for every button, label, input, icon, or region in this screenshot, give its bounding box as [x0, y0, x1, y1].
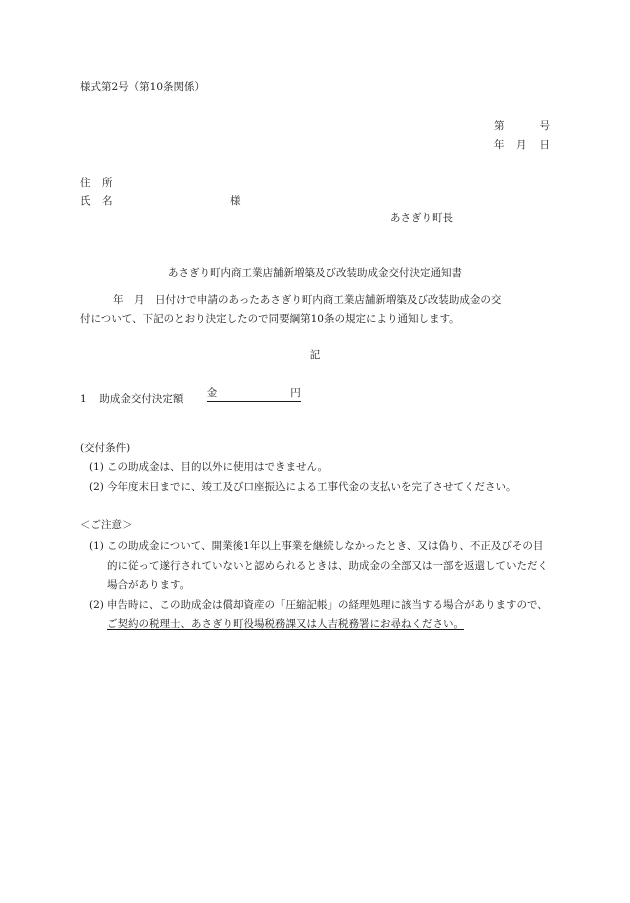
list-item	[80, 596, 552, 635]
list-item	[80, 458, 552, 478]
amount-label: 助成金交付決定額	[99, 393, 184, 405]
body-paragraph	[80, 291, 552, 329]
item-marker: (2)	[89, 598, 104, 611]
list-item	[80, 537, 552, 596]
conditions-heading: (交付条件)	[80, 442, 131, 454]
notes-heading: ＜ご注意＞	[80, 519, 133, 531]
doc-number-prefix: 第	[494, 120, 505, 132]
honorific: 様	[230, 195, 241, 207]
date-day: 日	[539, 139, 550, 151]
item-text: 今年度末日までに、竣工及び口座振込による工事代金の支払いを完了させてください。	[107, 480, 517, 493]
body-line-1: 年 月 日付けで申請のあったあさぎり町内商工業店舗新増築及び改装助成金の交	[113, 294, 502, 306]
item-marker: (1)	[89, 540, 104, 552]
grant-amount-row	[80, 386, 301, 407]
conditions-list	[80, 458, 552, 497]
item-text: この助成金について、開業後1年以上事業を継続しなかったとき、又は偽り、不正及びその目的に従って遂行されていないと認められるときは、助成金の全部又は一部を返還していただく場合があります。	[107, 540, 548, 591]
amount-yen: 円	[290, 387, 301, 399]
ki-heading: 記	[309, 349, 321, 361]
date-month: 月	[516, 139, 527, 151]
notes-list	[80, 537, 552, 635]
amount-item-number: 1	[80, 393, 87, 405]
list-item	[80, 478, 552, 498]
doc-number-suffix: 号	[539, 120, 550, 132]
body-line-2: 付について、下記のとおり決定したので同要綱第10条の規定により通知します。	[80, 313, 460, 325]
date-year: 年	[494, 139, 505, 151]
document-title: あさぎり町内商工業店舗新増築及び改装助成金交付決定通知書	[168, 267, 462, 279]
underlined-contact-text: ご契約の税理士、あさぎり町役場税務課又は人吉税務署にお尋ねください。	[107, 618, 464, 630]
item-text: 申告時に、この助成金は償却資産の「圧縮記帳」の経理処理に該当する場合がありますので、	[107, 598, 548, 611]
issuer-name: あさぎり町長	[390, 212, 453, 224]
amount-field	[207, 386, 301, 402]
amount-kin: 金	[206, 387, 218, 399]
item-marker: (2)	[89, 480, 104, 493]
item-text: この助成金は、目的以外に使用はできません。	[107, 461, 329, 473]
form-number: 様式第2号（第10条関係）	[80, 81, 206, 93]
item-marker: (1)	[89, 461, 104, 473]
